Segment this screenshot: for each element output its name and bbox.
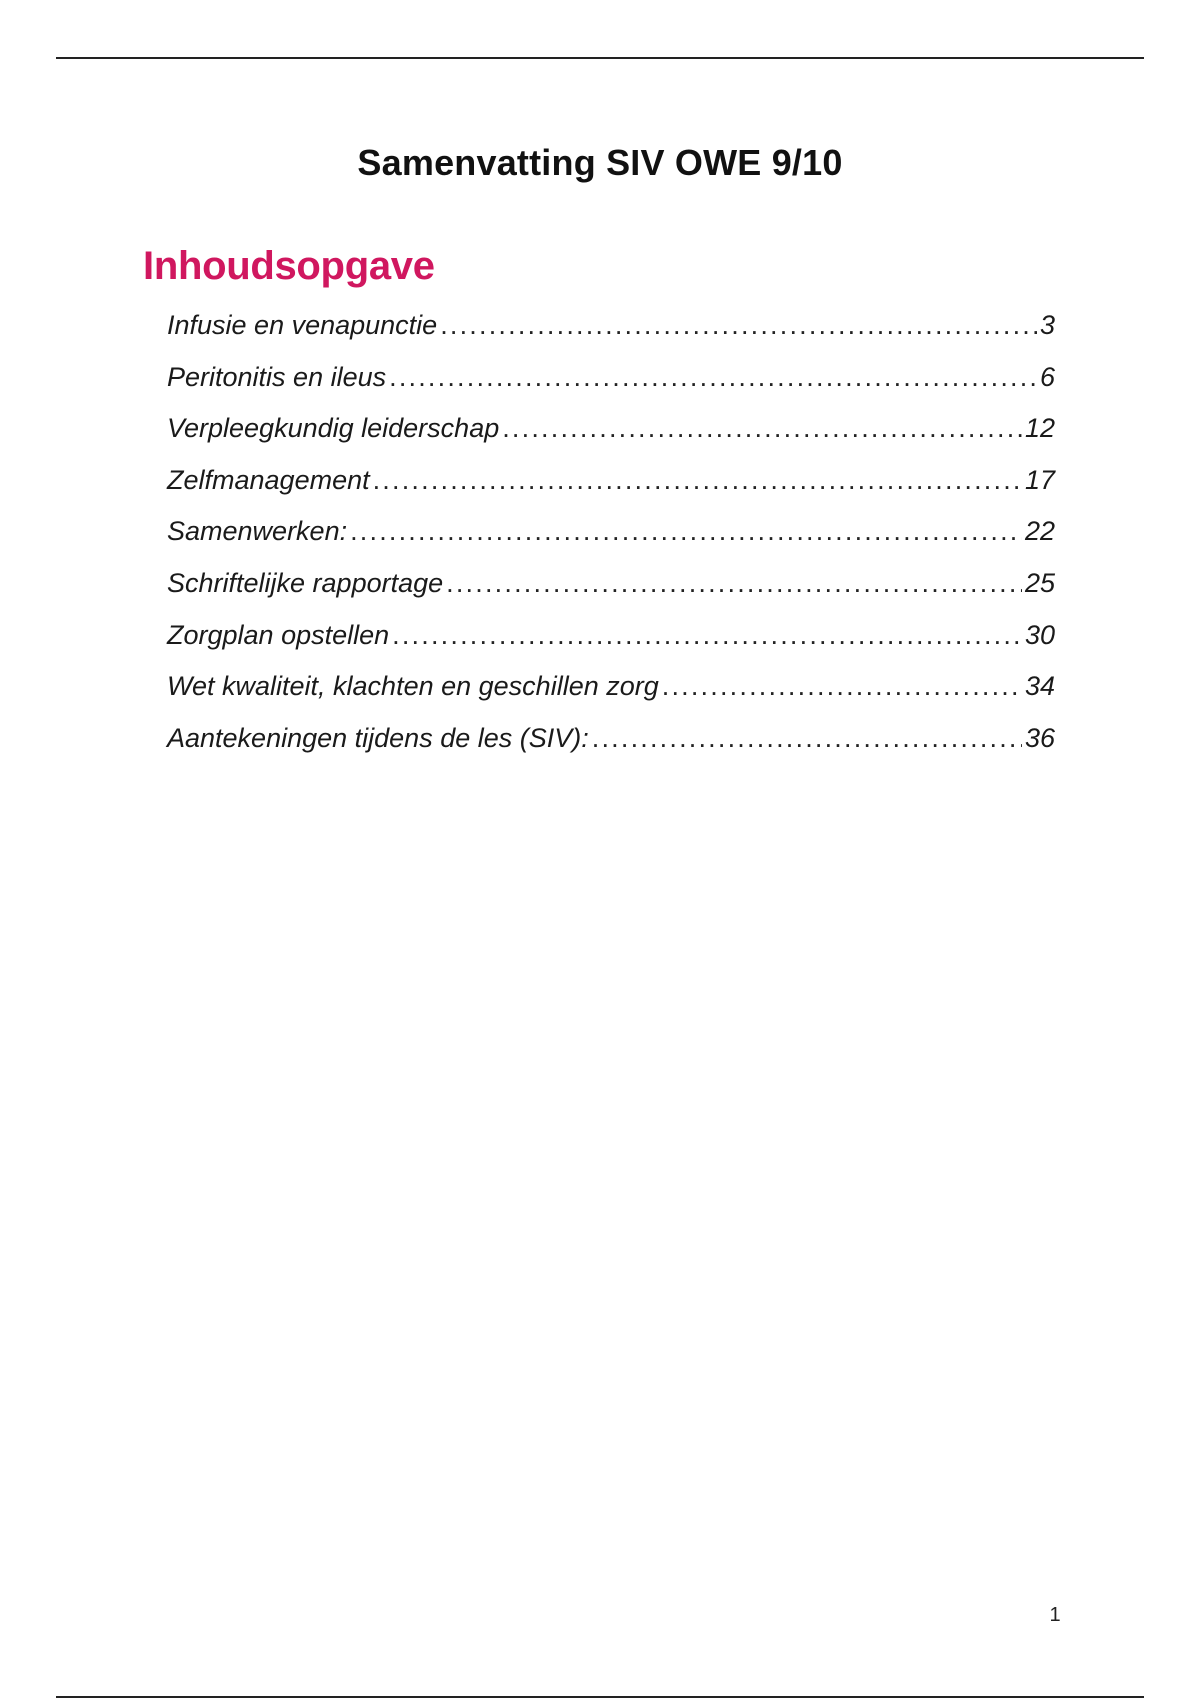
- toc-entry-title: Verpleegkundig leiderschap: [167, 413, 500, 444]
- toc-entry-title: Schriftelijke rapportage: [167, 567, 444, 598]
- toc-entry-title: Aantekeningen tijdens de les (SIV):: [167, 722, 589, 753]
- toc-entry-page: 3: [1039, 310, 1055, 340]
- toc-leader-dots: [373, 465, 1022, 496]
- toc-entry-page: 6: [1039, 361, 1055, 392]
- toc-entry-samenwerken[interactable]: [167, 516, 1055, 568]
- toc-entry-page: 25: [1024, 567, 1055, 598]
- toc-leader-dots: [662, 671, 1022, 702]
- toc-leader-dots: [392, 620, 1022, 651]
- toc-leader-dots: [446, 568, 1022, 599]
- toc-entry-wet-kwaliteit[interactable]: [167, 671, 1055, 723]
- toc-entry-infusie[interactable]: [167, 310, 1055, 362]
- toc-entry-zelfmanagement[interactable]: [167, 465, 1055, 517]
- toc-entry-title: Peritonitis en ileus: [167, 361, 387, 392]
- footer-rule: [56, 1696, 1144, 1698]
- toc-entry-page: 17: [1024, 464, 1055, 495]
- toc-entry-zorgplan[interactable]: [167, 620, 1055, 672]
- toc-leader-dots: [389, 362, 1037, 393]
- toc-entry-peritonitis[interactable]: [167, 362, 1055, 414]
- page-number: 1: [1049, 1604, 1061, 1626]
- toc-entry-aantekeningen[interactable]: [167, 723, 1055, 775]
- toc-entry-title: Zelfmanagement: [167, 464, 370, 495]
- toc-entry-title: Infusie en venapunctie: [167, 310, 438, 340]
- toc-entry-leiderschap[interactable]: [167, 413, 1055, 465]
- toc-entry-title: Samenwerken:: [167, 516, 348, 547]
- toc-leader-dots: [592, 723, 1022, 754]
- header-rule: [56, 57, 1144, 59]
- toc-entry-title: Wet kwaliteit, klachten en geschillen zorg: [167, 671, 659, 702]
- toc-entry-page: 36: [1024, 722, 1055, 753]
- toc-leader-dots: [440, 310, 1037, 341]
- toc-leader-dots: [350, 516, 1022, 547]
- toc-leader-dots: [502, 413, 1022, 444]
- page-title: Samenvatting SIV OWE 9/10: [357, 142, 843, 183]
- toc-entry-page: 12: [1024, 413, 1055, 444]
- toc-entry-page: 22: [1024, 516, 1055, 547]
- toc-entry-title: Zorgplan opstellen: [167, 619, 390, 650]
- table-of-contents: [167, 310, 1055, 774]
- toc-heading: Inhoudsopgave: [143, 244, 435, 288]
- toc-entry-page: 30: [1024, 619, 1055, 650]
- toc-entry-rapportage[interactable]: [167, 568, 1055, 620]
- toc-entry-page: 34: [1024, 671, 1055, 702]
